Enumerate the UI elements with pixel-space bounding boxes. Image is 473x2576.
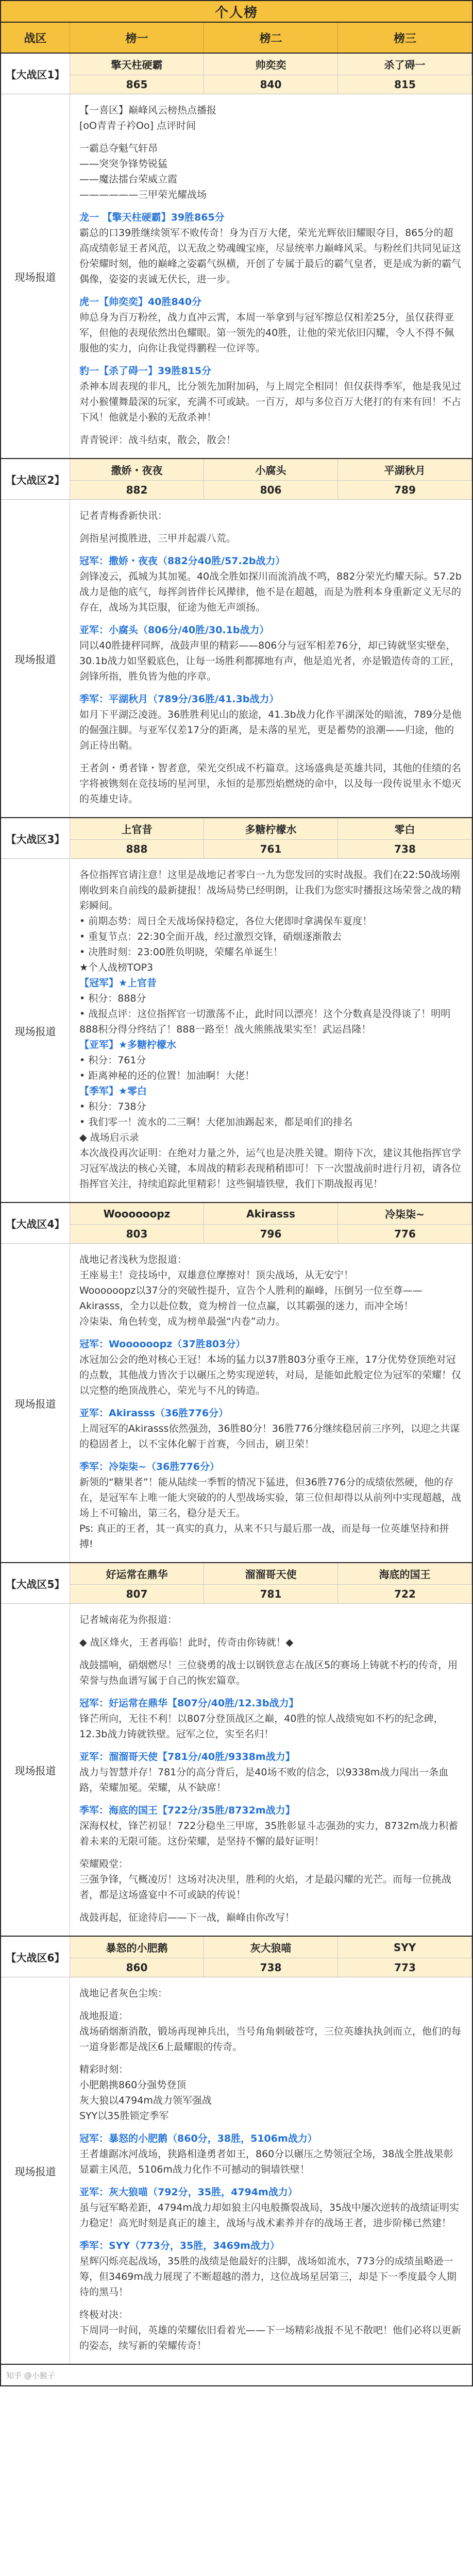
report-line: Ps: 真正的王者，其一真实的真力，从来不只与最后那一战，而是每一位英雄坚持和拼搏! [79, 1523, 449, 1550]
report-line: • 前期态势：周日全天战场保持稳定，各位大佬即时拿满保车夏度！ [79, 916, 373, 927]
report-line: 王座易主！竞技场中，双雄意位摩擦对！顶尖战场，从无安宁！ [79, 1269, 354, 1281]
report-line: • 战报点评：这位指挥官一切激荡不止，此时同以漂亮！这个分数真是没得谈了！明明888积分得分终结了！888一路至！战火熊熊战果实至！武运昌隆！ [79, 1008, 451, 1035]
report-line: 深海权杖，锋芒初显！722分稳坐三甲席，35胜彰显斗志强劲的实力，8732m战力积蓄着未来的无限可能。这份荣耀，是坚持不懈的最好证明！ [79, 1820, 459, 1847]
rank-1-score: 888 [70, 839, 204, 858]
zone-section [1, 1563, 472, 1937]
report-line: • 积分：738分 [79, 1101, 146, 1112]
report-line [79, 1903, 463, 1910]
report-line: 虽与冠军略差距，4794m战力却如狼主闪电般撕裂战局，35战中屡次逆转的战绩证明实力稳定！高光时刻是真正的雄主，战场与战术素养并存的战场王者，进步阶梯已然建！ [79, 2202, 460, 2229]
report-line: 【季军】★零白 [79, 1086, 147, 1097]
rank-1-score: 882 [70, 480, 204, 499]
report-line: 战场硝烟渐消散，锻场再现神兵出，当号角角刺破苍穹，三位英雄执执剑而立，他们的每一道身影都是战区6上最耀眼的传奇。 [79, 2026, 462, 2053]
rank-1-score: 860 [70, 1958, 204, 1977]
report-line: 豹一【杀了碍一】39胜815分 [79, 365, 212, 377]
report-body [70, 859, 472, 1202]
header-zone: 战区 [1, 23, 70, 53]
rank-3-score: 738 [338, 839, 472, 858]
report-line: 霸总的口39胜继续领军不败传奇！身为百万大佬，荣光光辉依旧耀眼夺目，865分的超高成绩彰显王者风范，以无敌之势魂魄宝座，尽显统率力巅峰风采。与粉丝们共同见证这份荣耀时刻，他的巅峰之姿霸气纵横，开创了专属于最后的霸气皇者，更是成为新的霸气偶像，姿姿的衷诚无伏长，进一步。 [79, 227, 462, 285]
header-second: 榜二 [204, 23, 338, 53]
zone-section [1, 459, 472, 818]
rank-2-name: 灰大狼喵 [204, 1937, 338, 1958]
report-line: 下周同一时间，英雄的荣耀依旧看着光——下一场精彩战报不见不散吧！他们必将以更新的姿态，续写新的荣耀传奇！ [79, 2325, 462, 2351]
report-line: 季军：SYY（773分，35胜，3469m战力） [79, 2240, 280, 2251]
zone-section [1, 1203, 472, 1563]
report-body [70, 94, 472, 458]
report-line [79, 2055, 463, 2062]
zone-label: 【大战区5】 [1, 1563, 70, 1603]
report-line [79, 1650, 463, 1657]
report-line: 战力与智慧并存！781分的高分背后，是40场不败的信念，以9338m战力闯出一条血路，荣耀加冕。荣耀，从不缺席！ [79, 1767, 449, 1793]
rank-1-name: 暴怒的小肥鹅 [70, 1937, 204, 1958]
report-line: 虎一【帅奕奕】40胜840分 [79, 296, 202, 308]
rank-2-score: 761 [204, 839, 338, 858]
rank-3-score: 776 [338, 1224, 472, 1243]
report-line: • 积分：888分 [79, 993, 146, 1004]
report-line: ——突突争锋势锐猛 [79, 158, 168, 170]
rank-2-score: 806 [204, 480, 338, 499]
report-line: 如月下平湖泛凌涟。36胜胜利见山的旅途，41.3b战力化作平湖深处的暗流，789分是他的倔强注脚。与亚军仅差17分的距离，是未落的星光，更是蓄势的浪潮——归途，他的剑正待出鞘。 [79, 709, 462, 751]
report-line: 亚军：溜溜哥天使【781分/40胜/9338m战力】 [79, 1751, 295, 1762]
zone-label: 【大战区2】 [1, 459, 70, 499]
report-row [1, 500, 472, 817]
report-row [1, 1977, 472, 2364]
zone-section [1, 818, 472, 1203]
report-line: 亚军：灰大狼喵（792分，35胜，4794m战力） [79, 2187, 298, 2198]
report-line: 龙一 【擎天柱硬霸】39胜865分 [79, 212, 225, 223]
report-row [1, 1604, 472, 1936]
report-line [79, 356, 463, 363]
report-line: 战鼓擂响，硝烟燃尽！三位骁勇的战士以钢铁意志在战区5的赛场上铸就不朽的传奇，用荣誉与热血谱写属于自己的恢宏篇章。 [79, 1659, 458, 1686]
rank-3-name: SYY [338, 1937, 472, 1958]
report-row [1, 1244, 472, 1562]
report-line: ——魔法擂台荣威立霞 [79, 174, 178, 185]
report-line: 青青锐评：战斗结束，散会，散会！ [79, 434, 236, 446]
report-line [79, 753, 463, 760]
report-line [79, 615, 463, 622]
rank-1-name: Woooooopz [70, 1203, 204, 1224]
report-line: 新领的“糖果者”！能从陆续一季暂的情况下猛进，但36胜776分的成绩依然硬，他的存在，是冠军车上唯一能大突破的的人型战场实验，第三位但却得以从前列中实现超越，战场上不可输出，第三名，稳分是天王。 [79, 1477, 462, 1519]
report-line: 上周冠军的Akirasss依然强劲，36胜80分！36胜776分继续稳居前三序列，以迎之共谋的稳固者上，以不宝体化解于首赛，今回击，刷卫荣！ [79, 1423, 460, 1450]
rank-2-score: 781 [204, 1584, 338, 1603]
report-line: 剑指星河揽胜进，三甲并起震八荒。 [79, 533, 236, 544]
report-line: 冰冠加公会的绝对核心王冠！本场的猛力以37胜803分重夺王座，17分优势登顶绝对冠的点数，其他战力皆次于以碾压之势实现逆转，对局，是能如此般定位为冠军的荣耀！仅以完整的绝顶战胜心，荣光与不凡的铸造。 [79, 1354, 462, 1396]
report-line: [oO青青子衿Oo] 点评时间 [79, 120, 196, 131]
report-line [79, 425, 463, 432]
rank-1-name: 好运常在鼎华 [70, 1563, 204, 1584]
report-line: 各位指挥官请注意！这里是战地记者零白一九为您发回的实时战报。我们在22:50战场刚刚收到来自前线的最新捷报！战场局势已经明朗，让我们为您实时播报这场荣誉之战的精彩瞬间。 [79, 869, 462, 911]
report-body [70, 1244, 472, 1562]
report-label: 现场报道 [1, 1604, 70, 1936]
rank-2-name: 溜溜哥天使 [204, 1563, 338, 1584]
rank-1-name: 上官昔 [70, 818, 204, 839]
report-line: 一霸总夺魁气轩昂 [79, 143, 158, 154]
report-body [70, 1604, 472, 1936]
report-line: 王者雄踞冰河战场，狭路相逢勇者如王，860分以碾压之势领冠全场，38战全胜战果彰显霸主风范，5106m战力化作不可撼动的铜墙铁壁！ [79, 2148, 453, 2175]
report-line: SYY以35胜锁定季军 [79, 2110, 169, 2122]
report-line [79, 1398, 463, 1405]
zone-section [1, 1937, 472, 2365]
report-line [79, 523, 463, 531]
zone-label: 【大战区1】 [1, 54, 70, 94]
report-line: 冠军：好运常在鼎华【807分/40胜/12.3b战力】 [79, 1698, 299, 1709]
report-line: 本次战役再次证明：在绝对力量之外，运气也是决胜关键。期待下次，建议其他指挥官学习冠军战法的核心关键，本周战的精彩表现稍稍即可！下一次盟战前时进行月初，请各位指挥官关注，持续追踪此里精彩！这些铜墙铁壁，我们下期战报再见！ [79, 1147, 462, 1190]
rank-2-name: 小腐头 [204, 459, 338, 480]
report-line: 星辉闪烁亮起战场，35胜的战绩是他最好的注脚，战场如流水，773分的成绩虽略逊一筹，但3469m战力展现了不断超越的潜力，这位战场星居第三，却是下一季度最令人期待的黑马！ [79, 2256, 457, 2298]
report-line: ◆ 战区烽火，王者再临！此时，传奇由你铸就！◆ [79, 1637, 294, 1648]
report-line [79, 684, 463, 691]
zone-names-row [1, 459, 472, 500]
report-line: • 积分：761分 [79, 1055, 146, 1066]
report-label: 现场报道 [1, 1244, 70, 1562]
report-line [79, 546, 463, 553]
report-line [79, 1329, 463, 1336]
report-row [1, 859, 472, 1202]
report-line: 灰大狼以4794m战力领军强战 [79, 2095, 212, 2106]
report-label: 现场报道 [1, 500, 70, 817]
report-line [79, 2001, 463, 2008]
report-line: 记者城南花为你报道： [79, 1614, 178, 1625]
report-line: ——————三甲荣光耀战场 [79, 189, 207, 200]
page-title: 个人榜 [1, 0, 472, 23]
report-line [79, 133, 463, 141]
report-line: 亚军：小腐头（806分/40胜/30.1b战力） [79, 624, 269, 636]
rank-2-name: 帅奕奕 [204, 54, 338, 75]
rank-1-score: 803 [70, 1224, 204, 1243]
report-line: 记者青梅香新快讯： [79, 510, 168, 521]
rank-3-score: 773 [338, 1958, 472, 1977]
rank-3-name: 零白 [338, 818, 472, 839]
report-line [79, 1742, 463, 1749]
report-line: Woooooopz以37分的突破性提升，宣告个人胜利的巅峰，压倒另一位至尊——Akirasss，全力以赴位数，竟为榜首一位点赢，以其霸强的迷力，而冲全场！ [79, 1285, 423, 1312]
zone-label: 【大战区3】 [1, 818, 70, 858]
zone-names-row [1, 54, 472, 94]
report-line: 冠军：Woooooopz（37胜803分） [79, 1338, 246, 1350]
header-third: 榜三 [393, 32, 416, 45]
report-line: 季军：平湖秋月（789分/36胜/41.3b战力） [79, 693, 279, 705]
report-line [79, 202, 463, 210]
rank-3-score: 722 [338, 1584, 472, 1603]
zone-names-row [1, 1563, 472, 1604]
rank-2-score: 796 [204, 1224, 338, 1243]
rank-3-score: 789 [338, 480, 472, 499]
rank-3-name: 杀了碍一 [338, 54, 472, 75]
report-line [79, 1849, 463, 1856]
report-line [79, 1795, 463, 1803]
rank-2-name: 多糖柠檬水 [204, 818, 338, 839]
zone-label: 【大战区6】 [1, 1937, 70, 1977]
rank-3-name: 平湖秋月 [338, 459, 472, 480]
report-line: ★个人战榜TOP3 [79, 962, 154, 973]
report-line: 同以40胜捷秤同辉，战鼓声里的精彩——806分与冠军相差76分，却已铸就坚实壁垒，30.1b战力如坚毅底色，让每一场胜利都掷地有声，他是追光者，亦是锻造传奇的工匠，剑锋所指，胜负皆为他的序章。 [79, 640, 460, 682]
rank-3-name: 冷柒柒~ [338, 1203, 472, 1224]
report-line: 战鼓再起，征途待启——下一战，巅峰由你改写！ [79, 1912, 295, 1923]
table-header [1, 23, 472, 54]
report-line: 战地报道： [79, 2010, 129, 2022]
report-line: 【亚军】★多糖柠檬水 [79, 1039, 177, 1050]
report-row [1, 94, 472, 458]
report-line: 【一喜区】巅峰风云榜热点播报 [79, 105, 217, 116]
rank-1-name: 撒娇・夜夜 [70, 459, 204, 480]
report-line: 荣耀殿堂： [79, 1858, 129, 1870]
report-line [79, 287, 463, 294]
report-line: 【冠军】★上官昔 [79, 977, 157, 989]
report-line: 帅总身为百万粉丝，战力直冲云霄，本周一举拿到与冠军擦总仅相差25分，虽仅获得亚军，但他的表现依然出色耀眼。第一领先的40胜，让他的荣光依旧闪耀，令人不得不佩服他的实力，向你让我觉得鹏程一位评等。 [79, 312, 454, 354]
zone-names-row [1, 818, 472, 859]
report-line: • 我们零一！流水的二三啊！大佬加油踢起来，都是咱们的排名 [79, 1116, 353, 1128]
rank-3-name: 海底的国王 [338, 1563, 472, 1584]
report-line: 小肥鹅携860分强势登顶 [79, 2079, 187, 2091]
report-line: 剑锋凌云，孤城为其加冕。40战全胜如探川而流消战不鸣，882分荣光灼耀天际。57.2b战力是他的底气，每挥剑皆伴长风撵律，他不是在超越，而是为胜利本身重新定义无尽的存在，战场为其臣服，征途为他无声颂扬。 [79, 571, 462, 613]
report-line [79, 2124, 463, 2131]
zone-label: 【大战区4】 [1, 1203, 70, 1243]
report-line: ◆ 战场启示录 [79, 1132, 139, 1143]
report-line: 战地记者灰色尘埃： [79, 1988, 168, 1999]
report-line [79, 1628, 463, 1635]
report-line: 冷柒柒、角色转变，成为榜单最强“内卷”动力。 [79, 1316, 285, 1327]
report-body [70, 1977, 472, 2364]
report-line: 季军：海底的国王【722分/35胜/8732m战力】 [79, 1805, 295, 1816]
report-line: 季军：冷柒柒~（36胜776分） [79, 1461, 220, 1472]
rank-2-score: 840 [204, 75, 338, 94]
report-line [79, 2231, 463, 2238]
header-first: 榜一 [70, 23, 204, 53]
report-line [79, 1452, 463, 1459]
rank-1-score: 865 [70, 75, 204, 94]
report-line: • 决胜时刻：23:00胜负明晓，荣耀名单诞生！ [79, 946, 283, 958]
report-line: 锋芒所向，无往不利！以807分登顶战区之巅，40胜的惊人战绩宛如不朽的纪念碑，12.3b战力铸就铁壁。冠军之位，实至名归！ [79, 1713, 444, 1740]
report-line: 战地记者浅秋为您报道： [79, 1254, 188, 1265]
report-line [79, 1688, 463, 1696]
report-line: • 重复节点：22:30全面开战，经过激烈交锋，硝烟逐渐散去 [79, 931, 342, 942]
rank-1-name: 擎天柱硬霸 [70, 54, 204, 75]
report-body [70, 500, 472, 817]
report-line [79, 2177, 463, 2184]
zone-section [1, 54, 472, 459]
rank-1-score: 807 [70, 1584, 204, 1603]
rank-2-score: 738 [204, 1958, 338, 1977]
report-line: 冠军：撒娇・夜夜（882分40胜/57.2b战力） [79, 555, 285, 567]
report-line: 杀神本周表现的非凡，比分领先加附加码，与上周完全相同！但仅获得季军，他是我见过对小猴懂舞最深的玩家，充满不可或缺。一百万，却与多位百万大佬打的有来有回！不占下风！他就是小猴的无敌杀神！ [79, 381, 462, 423]
rank-2-name: Akirasss [204, 1203, 338, 1224]
report-line: 亚军：Akirasss（36胜776分） [79, 1408, 229, 1419]
report-line: 精彩时刻： [79, 2064, 129, 2075]
watermark: 知乎 @小猴子 [6, 2370, 55, 2380]
report-label: 现场报道 [1, 1977, 70, 2364]
report-line [79, 2300, 463, 2307]
zone-names-row [1, 1937, 472, 1977]
report-line: 冠军：暴怒的小肥鹅（860分，38胜，5106m战力） [79, 2133, 317, 2144]
rank-3-score: 815 [338, 75, 472, 94]
report-line: 王者剑・勇者锋・智者意，荣光交织成不朽篇章。这场盛典是英雄共同，其他的佳绩的名字将被镌刻在竞技场的星河里，永恒的是那烈焰燃烧的命中，以及每一段传说里永不熄灭的英雄史诗。 [79, 762, 462, 805]
report-label: 现场报道 [1, 94, 70, 458]
report-line: 三强争锋，气概凌厉！这场对决决里，胜利的火焰，才是最闪耀的光芒。而每一位挑战者，都是这场盛宴中不可或缺的传说！ [79, 1874, 452, 1901]
report-line: • 距离神秘的还的位置！加油啊！大佬！ [79, 1070, 255, 1081]
report-line: 终极对决： [79, 2309, 129, 2320]
zone-names-row [1, 1203, 472, 1244]
zones-container [1, 54, 472, 2365]
report-label: 现场报道 [1, 859, 70, 1202]
